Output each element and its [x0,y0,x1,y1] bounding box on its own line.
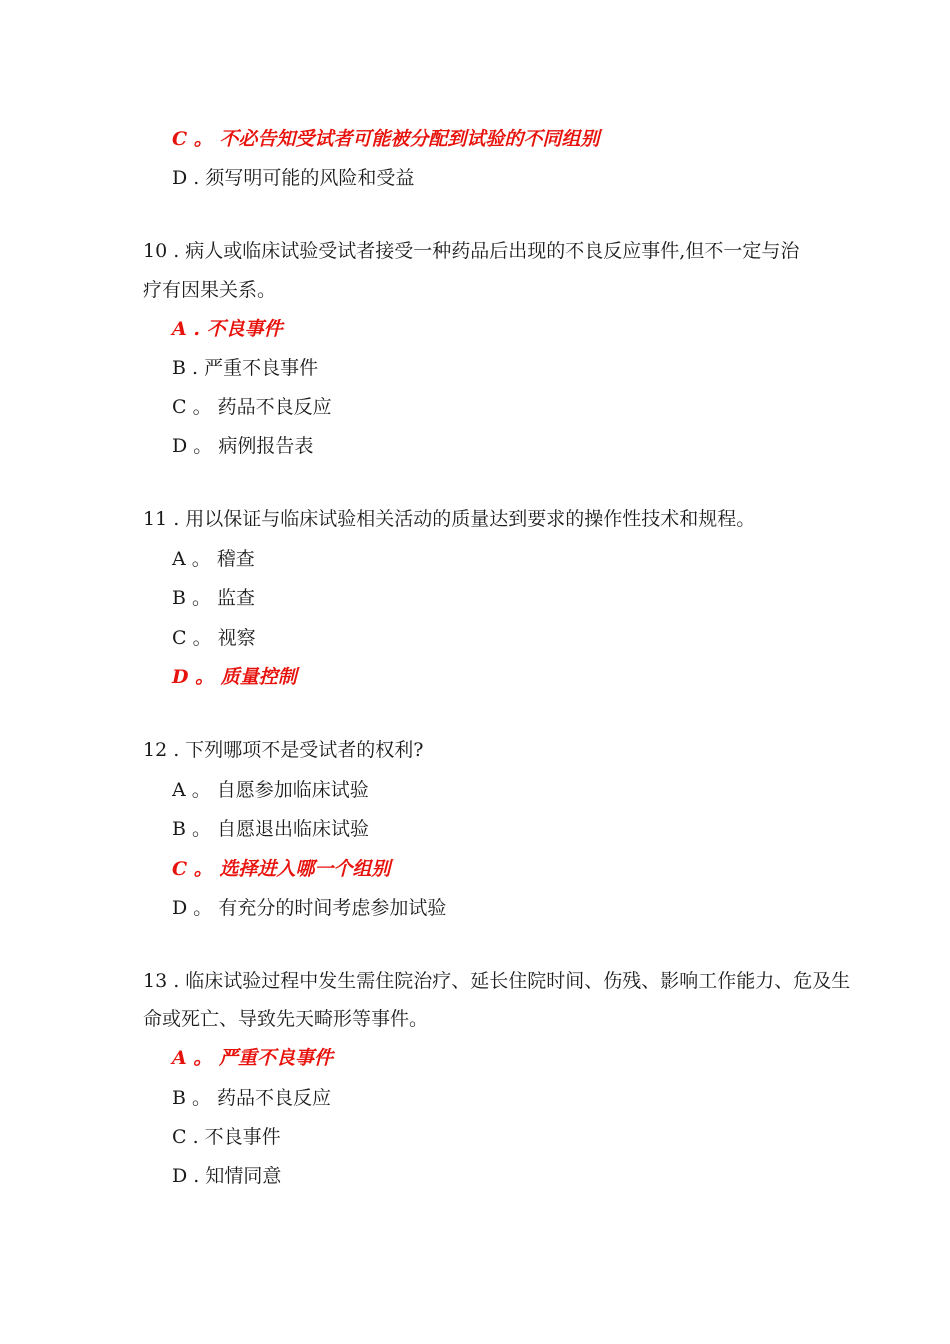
answer-option-10a: A . 不良事件 [172,318,283,340]
option-11a: A 。 稽查 [172,548,255,570]
option-12a: A 。 自愿参加临床试验 [172,779,369,801]
question-13-text-cont: 命或死亡、导致先天畸形等事件。 [143,1008,429,1030]
option-10d: D 。 病例报告表 [172,435,314,457]
question-13-text: 13 . 临床试验过程中发生需住院治疗、延长住院时间、伤残、影响工作能力、危及生 [143,970,851,992]
option-11c: C 。 视察 [172,627,256,649]
option-10b: B . 严重不良事件 [172,357,319,379]
option-9d: D . 须写明可能的风险和受益 [172,167,415,189]
question-10-text: 10 . 病人或临床试验受试者接受一种药品后出现的不良反应事件,但不一定与治 [143,240,800,262]
option-12b: B 。 自愿退出临床试验 [172,818,370,840]
answer-option-9c: C 。 不必告知受试者可能被分配到试验的不同组别 [172,128,600,150]
option-11b: B 。 监查 [172,587,256,609]
answer-option-11d: D 。 质量控制 [172,666,297,688]
answer-option-12c: C 。 选择进入哪一个组别 [172,858,391,880]
question-12-text: 12 . 下列哪项不是受试者的权利? [143,739,424,761]
question-11-text: 11 . 用以保证与临床试验相关活动的质量达到要求的操作性技术和规程。 [143,508,756,530]
option-10c: C 。 药品不良反应 [172,396,332,418]
option-13c: C . 不良事件 [172,1126,281,1148]
option-13d: D . 知情同意 [172,1165,282,1187]
answer-option-13a: A 。 严重不良事件 [172,1047,333,1069]
question-10-text-cont: 疗有因果关系。 [143,279,277,301]
option-13b: B 。 药品不良反应 [172,1087,332,1109]
option-12d: D 。 有充分的时间考虑参加试验 [172,897,447,919]
